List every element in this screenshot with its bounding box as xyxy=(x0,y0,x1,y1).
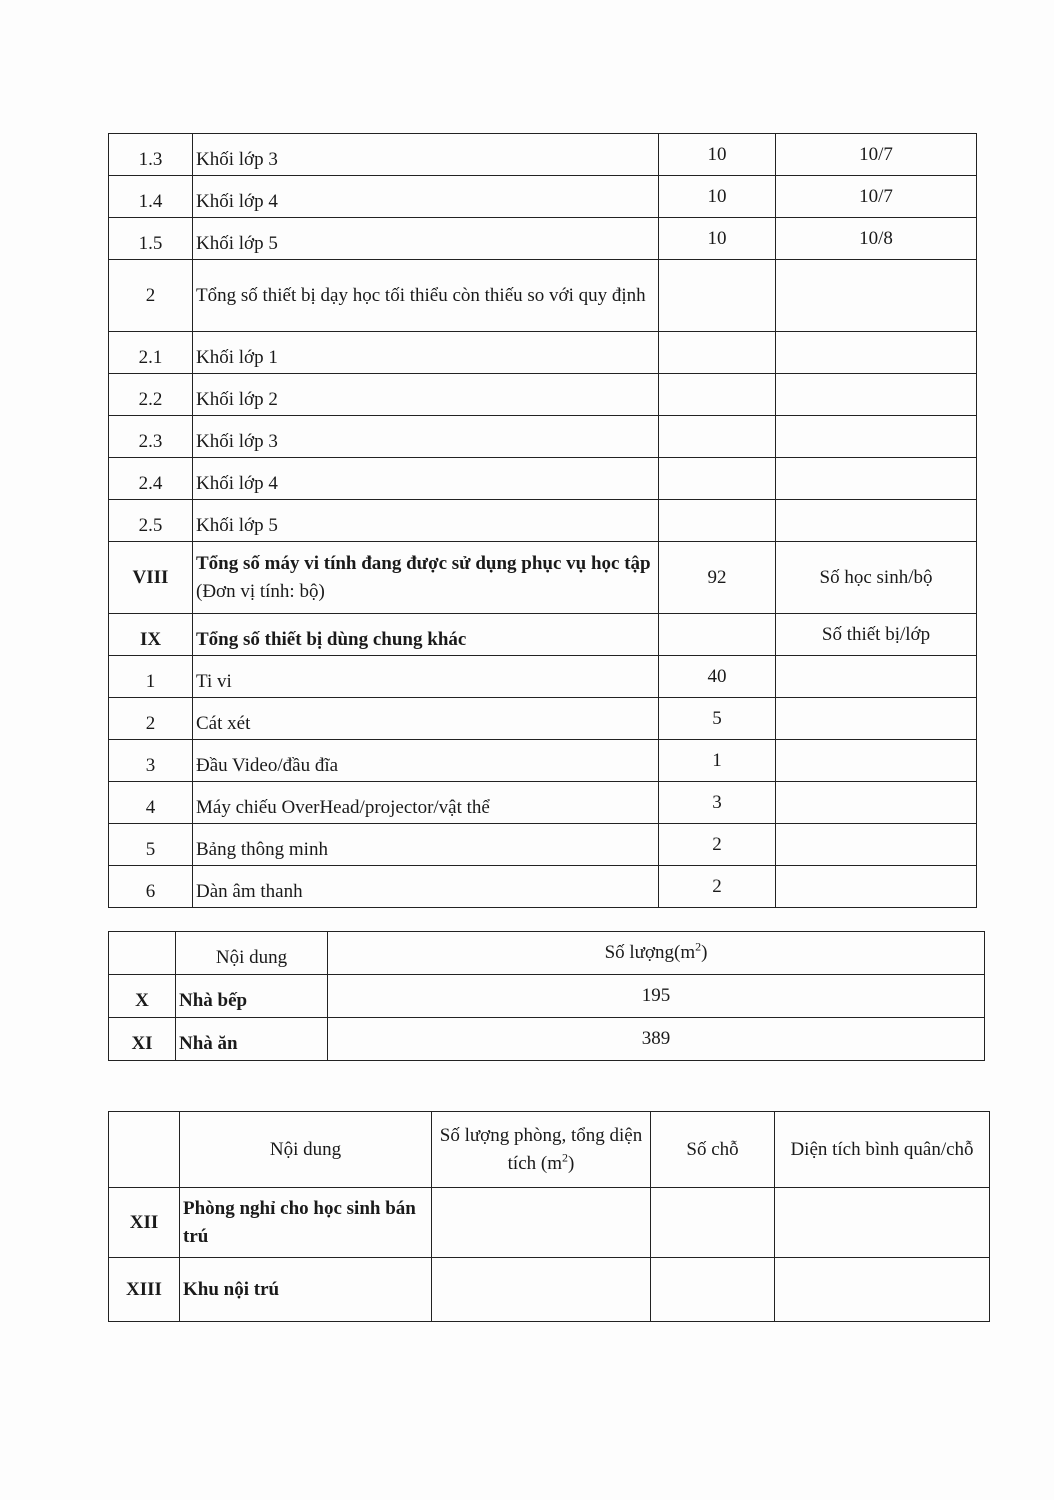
row-quantity: 40 xyxy=(659,656,776,698)
row-ratio xyxy=(776,416,977,458)
row-number: 2 xyxy=(109,698,193,740)
table-row xyxy=(109,1018,985,1061)
row-content: Khu nội trú xyxy=(180,1258,432,1322)
table-row xyxy=(109,824,977,866)
table-row xyxy=(109,614,977,656)
boarding-table xyxy=(108,1111,990,1322)
row-number: 2.3 xyxy=(109,416,193,458)
table-row xyxy=(109,260,977,332)
row-quantity: 389 xyxy=(328,1018,985,1061)
table-row xyxy=(109,1258,990,1322)
row-ratio xyxy=(776,698,977,740)
header-average-area: Diện tích bình quân/chỗ xyxy=(775,1112,990,1188)
table-row xyxy=(109,500,977,542)
row-ratio: Số học sinh/bộ xyxy=(776,542,977,614)
row-ratio xyxy=(776,500,977,542)
row-content: Tổng số thiết bị dùng chung khác xyxy=(193,614,659,656)
row-quantity: 5 xyxy=(659,698,776,740)
header-number xyxy=(109,932,176,975)
row-quantity: 1 xyxy=(659,740,776,782)
row-content: Cát xét xyxy=(193,698,659,740)
row-number: 2.2 xyxy=(109,374,193,416)
row-content: Phòng nghỉ cho học sinh bán trú xyxy=(180,1188,432,1258)
row-quantity xyxy=(659,458,776,500)
row-quantity xyxy=(659,500,776,542)
row-content: Đầu Video/đầu đĩa xyxy=(193,740,659,782)
row-number: 1.4 xyxy=(109,176,193,218)
table-row xyxy=(109,656,977,698)
row-number: X xyxy=(109,975,176,1018)
row-number: 2.4 xyxy=(109,458,193,500)
row-average-area xyxy=(775,1188,990,1258)
row-quantity: 92 xyxy=(659,542,776,614)
row-number: XIII xyxy=(109,1258,180,1322)
row-quantity: 3 xyxy=(659,782,776,824)
table-row xyxy=(109,458,977,500)
row-content: Khối lớp 4 xyxy=(193,176,659,218)
table-row xyxy=(109,218,977,260)
row-ratio xyxy=(776,824,977,866)
row-ratio xyxy=(776,782,977,824)
row-content: Khối lớp 1 xyxy=(193,332,659,374)
row-ratio xyxy=(776,374,977,416)
row-quantity: 10 xyxy=(659,176,776,218)
row-number: 2.5 xyxy=(109,500,193,542)
header-quantity-close: ) xyxy=(701,942,708,963)
row-content: Dàn âm thanh xyxy=(193,866,659,908)
table-row xyxy=(109,866,977,908)
header-quantity-unit: 2 xyxy=(695,939,702,954)
row-content xyxy=(193,542,659,614)
header-number xyxy=(109,1112,180,1188)
table-row xyxy=(109,416,977,458)
row-quantity xyxy=(659,416,776,458)
header-rooms-unit: 2 xyxy=(562,1150,569,1165)
table-row xyxy=(109,975,985,1018)
row-quantity: 2 xyxy=(659,866,776,908)
row-number: 3 xyxy=(109,740,193,782)
row-number: XI xyxy=(109,1018,176,1061)
row-quantity: 2 xyxy=(659,824,776,866)
row-content: Nhà bếp xyxy=(176,975,328,1018)
row-number: XII xyxy=(109,1188,180,1258)
table-row xyxy=(109,176,977,218)
row-quantity: 10 xyxy=(659,218,776,260)
header-quantity-label: Số lượng(m xyxy=(604,942,696,963)
row-ratio: 10/8 xyxy=(776,218,977,260)
row-content: Khối lớp 3 xyxy=(193,134,659,176)
row-seats xyxy=(651,1258,775,1322)
header-rooms-label: Số lượng phòng, tổng diện tích (m xyxy=(439,1124,643,1174)
row-content: Khối lớp 5 xyxy=(193,218,659,260)
row-number: 4 xyxy=(109,782,193,824)
table-row xyxy=(109,134,977,176)
header-quantity xyxy=(328,932,985,975)
row-ratio: 10/7 xyxy=(776,134,977,176)
table-row xyxy=(109,374,977,416)
row-average-area xyxy=(775,1258,990,1322)
row-number: 1.3 xyxy=(109,134,193,176)
row-quantity xyxy=(659,332,776,374)
row-ratio xyxy=(776,458,977,500)
row-number: 1 xyxy=(109,656,193,698)
row-content: Khối lớp 3 xyxy=(193,416,659,458)
row-number: 5 xyxy=(109,824,193,866)
row-quantity xyxy=(659,614,776,656)
row-ratio: Số thiết bị/lớp xyxy=(776,614,977,656)
row-content: Khối lớp 5 xyxy=(193,500,659,542)
row-seats xyxy=(651,1188,775,1258)
header-rooms xyxy=(432,1112,651,1188)
row-rooms xyxy=(432,1188,651,1258)
row-number: 2 xyxy=(109,260,193,332)
table-row xyxy=(109,698,977,740)
row-ratio xyxy=(776,656,977,698)
row-content: Bảng thông minh xyxy=(193,824,659,866)
row-ratio xyxy=(776,740,977,782)
row-content: Máy chiếu OverHead/projector/vật thể xyxy=(193,782,659,824)
row-number: 6 xyxy=(109,866,193,908)
header-content: Nội dung xyxy=(176,932,328,975)
row-quantity xyxy=(659,260,776,332)
row-quantity xyxy=(659,374,776,416)
row-quantity: 10 xyxy=(659,134,776,176)
row-content: Khối lớp 2 xyxy=(193,374,659,416)
table-row xyxy=(109,740,977,782)
header-rooms-close: ) xyxy=(568,1152,575,1174)
row-quantity: 195 xyxy=(328,975,985,1018)
row-ratio xyxy=(776,332,977,374)
kitchen-table xyxy=(108,931,985,1061)
row-content: Ti vi xyxy=(193,656,659,698)
table-row xyxy=(109,542,977,614)
row-ratio xyxy=(776,260,977,332)
row-content: Tổng số thiết bị dạy học tối thiểu còn thiếu so với quy định xyxy=(193,260,659,332)
table-row xyxy=(109,782,977,824)
row-content: Nhà ăn xyxy=(176,1018,328,1061)
row-number: 1.5 xyxy=(109,218,193,260)
table-header-row xyxy=(109,1112,990,1188)
row-ratio: 10/7 xyxy=(776,176,977,218)
row-content-bold: Tổng số máy vi tính đang được sử dụng phục vụ học tập xyxy=(196,552,651,574)
table-header-row xyxy=(109,932,985,975)
header-seats: Số chỗ xyxy=(651,1112,775,1188)
row-content-note: (Đơn vị tính: bộ) xyxy=(196,580,325,602)
row-content: Khối lớp 4 xyxy=(193,458,659,500)
row-number: VIII xyxy=(109,542,193,614)
row-rooms xyxy=(432,1258,651,1322)
table-row xyxy=(109,1188,990,1258)
table-row xyxy=(109,332,977,374)
header-content: Nội dung xyxy=(180,1112,432,1188)
row-ratio xyxy=(776,866,977,908)
row-number: IX xyxy=(109,614,193,656)
row-number: 2.1 xyxy=(109,332,193,374)
equipment-table xyxy=(108,133,977,908)
